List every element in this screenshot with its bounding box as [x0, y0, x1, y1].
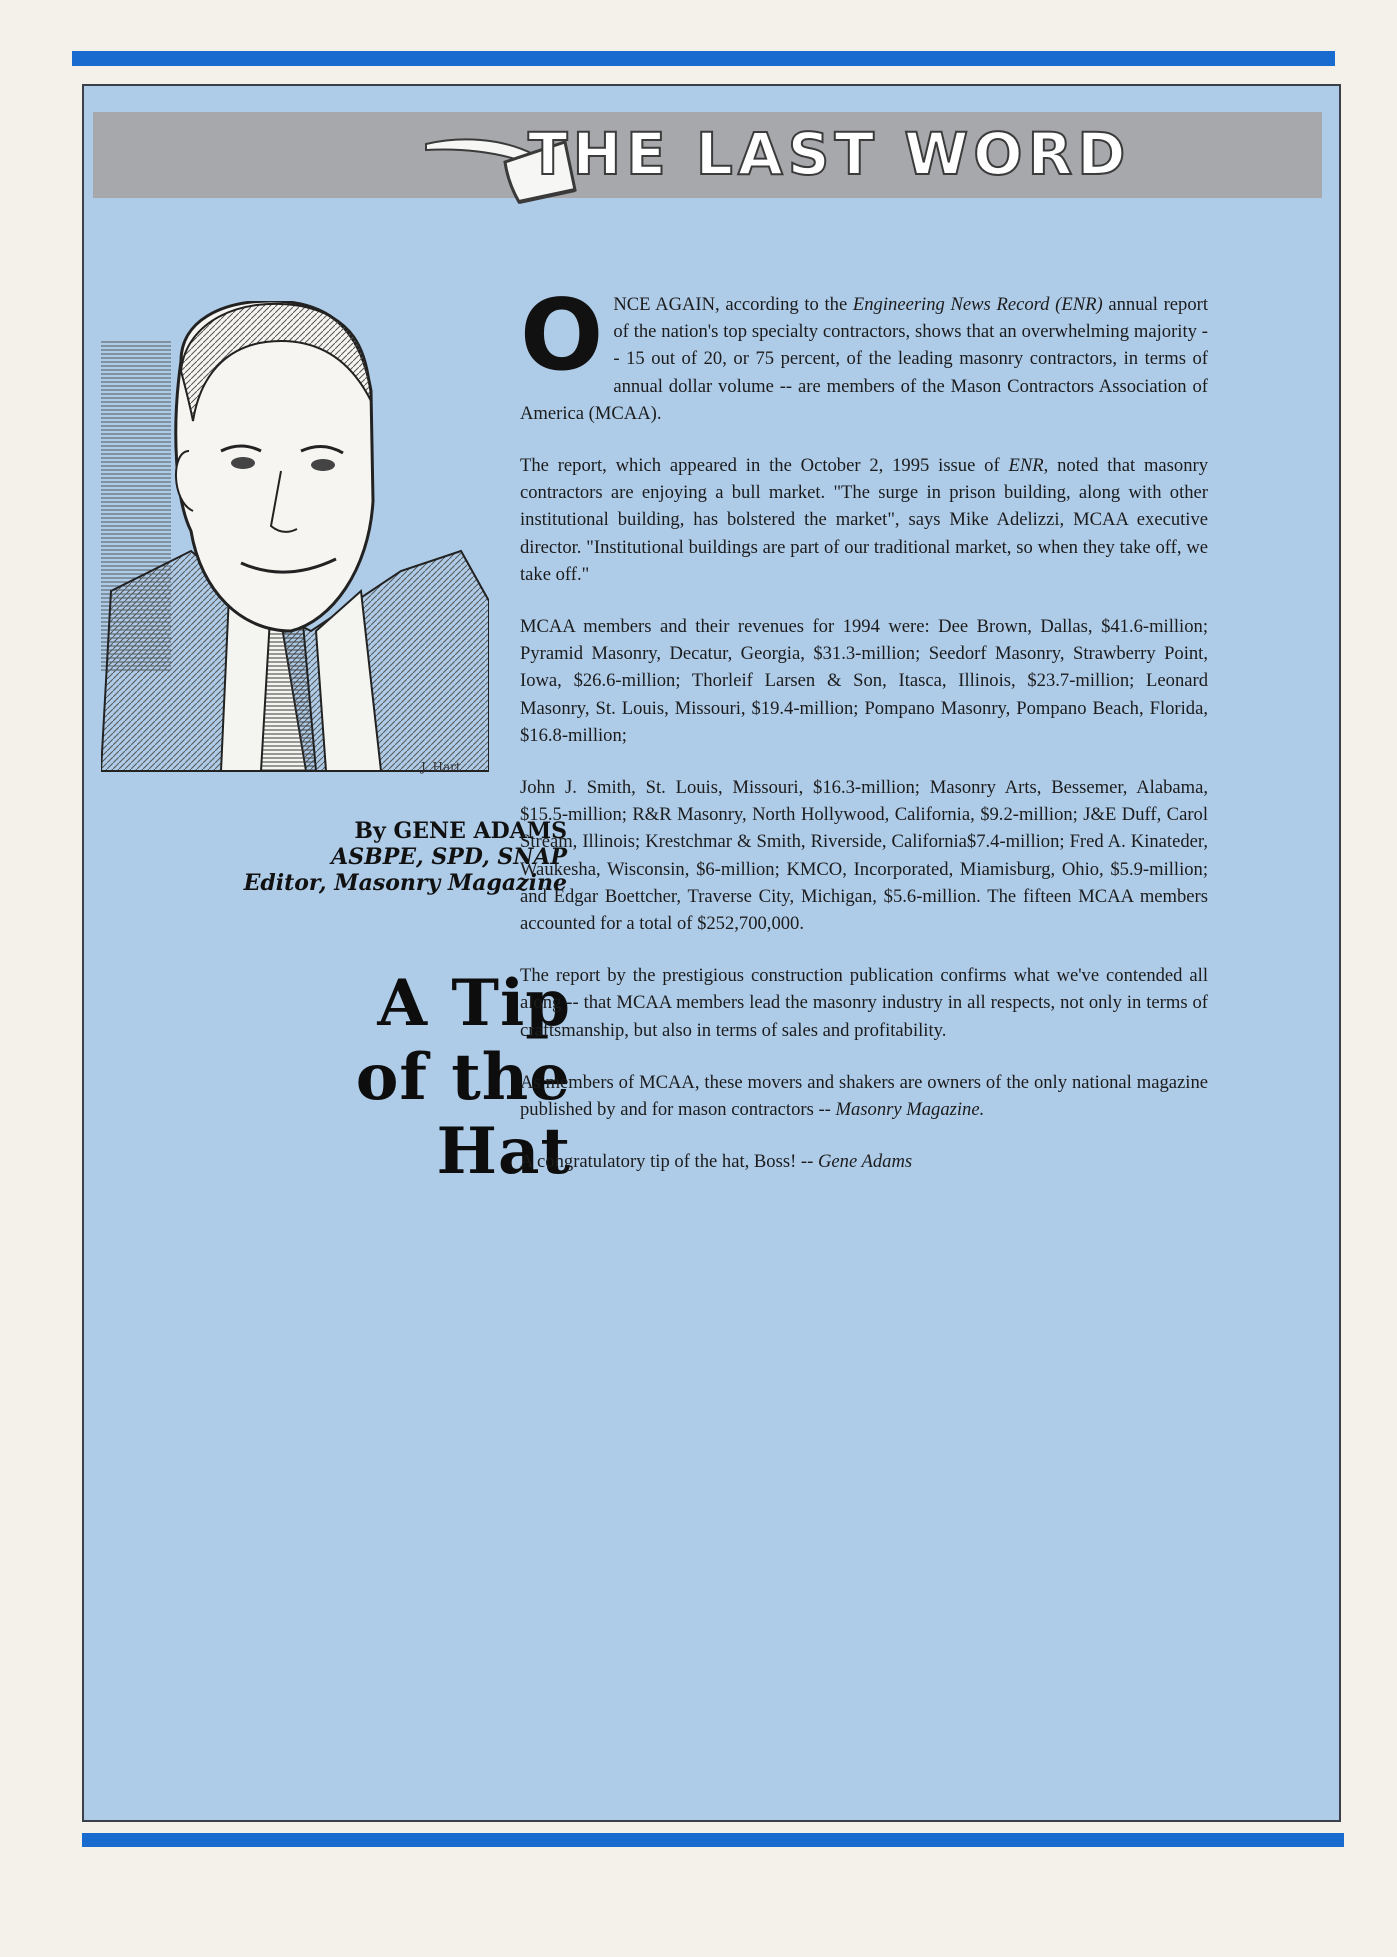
p1-text-b: annual report of the nation's top specialty contractors, shows that an overwhelming majority -- 15 out of 20, or 75 percent, of the leading masonry contractors, in terms of annual dollar volume -- are members of the Mason Contractors Association of America (MCAA). [520, 294, 1208, 424]
paragraph-3: MCAA members and their revenues for 1994 were: Dee Brown, Dallas, $41.6-million; Pyramid Masonry, Decatur, Georgia, $31.3-million; Seedorf Masonry, Strawberry Point, Iowa, $26.6-million; Thorleif Larsen & Son, Itasca, Illinois, $23.7-million; Leonard Masonry, St. Louis, Missouri, $19.4-million; Pompano Masonry, Pompano Beach, Florida, $16.8-million; [520, 616, 1208, 746]
p2-text-b: , noted that masonry contractors are enjoying a bull market. "The surge in prison building, along with other institutional building, has bolstered the market", says Mike Adelizzi, MCAA executive director. "Institutional buildings are part of our traditional market, so when they take off, we take off." [520, 455, 1208, 585]
p7-text-a: A congratulatory tip of the hat, Boss! -- [520, 1151, 818, 1173]
page-title: THE LAST WORD [528, 120, 1131, 188]
paragraph-7 [520, 1148, 1208, 1175]
paragraph-4: John J. Smith, St. Louis, Missouri, $16.3-million; Masonry Arts, Bessemer, Alabama, $15.5-million; R&R Masonry, North Hollywood, California, $9.2-million; J&E Duff, Carol Stream, Illinois; Krestchmar & Smith, Riverside, California$7.4-million; Fred A. Kinateder, Waukesha, Wisconsin, $6-million; KMCO, Incorporated, Miamisburg, Ohio, $5.9-million; and Edgar Boettcher, Traverse City, Michigan, $5.6-million. The fifteen MCAA members accounted for a total of $252,700,000. [520, 777, 1208, 935]
headline-line-3: Hat [436, 1114, 571, 1189]
byline-author: By GENE ADAMS [354, 818, 567, 844]
publication-name: Engineering News Record (ENR) [852, 294, 1103, 315]
p1-text-a: NCE AGAIN, according to the [613, 294, 853, 315]
article-body [520, 279, 1208, 1200]
header-banner [93, 112, 1322, 198]
headline-line-1: A Tip [377, 966, 571, 1041]
svg-text:J. Hart: J. Hart [421, 760, 461, 774]
author-portrait-illustration [101, 301, 489, 791]
paragraph-2 [520, 452, 1208, 588]
byline-position: Editor, Masonry Magazine [243, 870, 567, 896]
drop-cap: O [520, 279, 604, 393]
magazine-name: Masonry Magazine. [835, 1099, 985, 1121]
headline-line-2: of the [355, 1040, 571, 1115]
bottom-blue-rule [82, 1833, 1344, 1847]
paragraph-5: The report by the prestigious construction publication confirms what we've contended all along -- that MCAA members lead the masonry industry in all respects, not only in terms of craftsmanship, but also in terms of sales and profitability. [520, 965, 1208, 1041]
signature-author: Gene Adams [817, 1151, 913, 1173]
publication-abbrev: ENR [1008, 455, 1044, 477]
byline [90, 818, 567, 896]
article-headline [200, 967, 571, 1189]
p2-text-a: The report, which appeared in the October 2, 1995 issue of [520, 455, 1009, 477]
paragraph-1 [520, 279, 1208, 427]
byline-roles: ASBPE, SPD, SNAP [331, 844, 567, 870]
paragraph-6 [520, 1069, 1208, 1123]
top-blue-rule [72, 51, 1335, 66]
p6-text-a: As members of MCAA, these movers and shakers are owners of the only national magazine published by and for mason contractors -- [520, 1071, 1208, 1121]
